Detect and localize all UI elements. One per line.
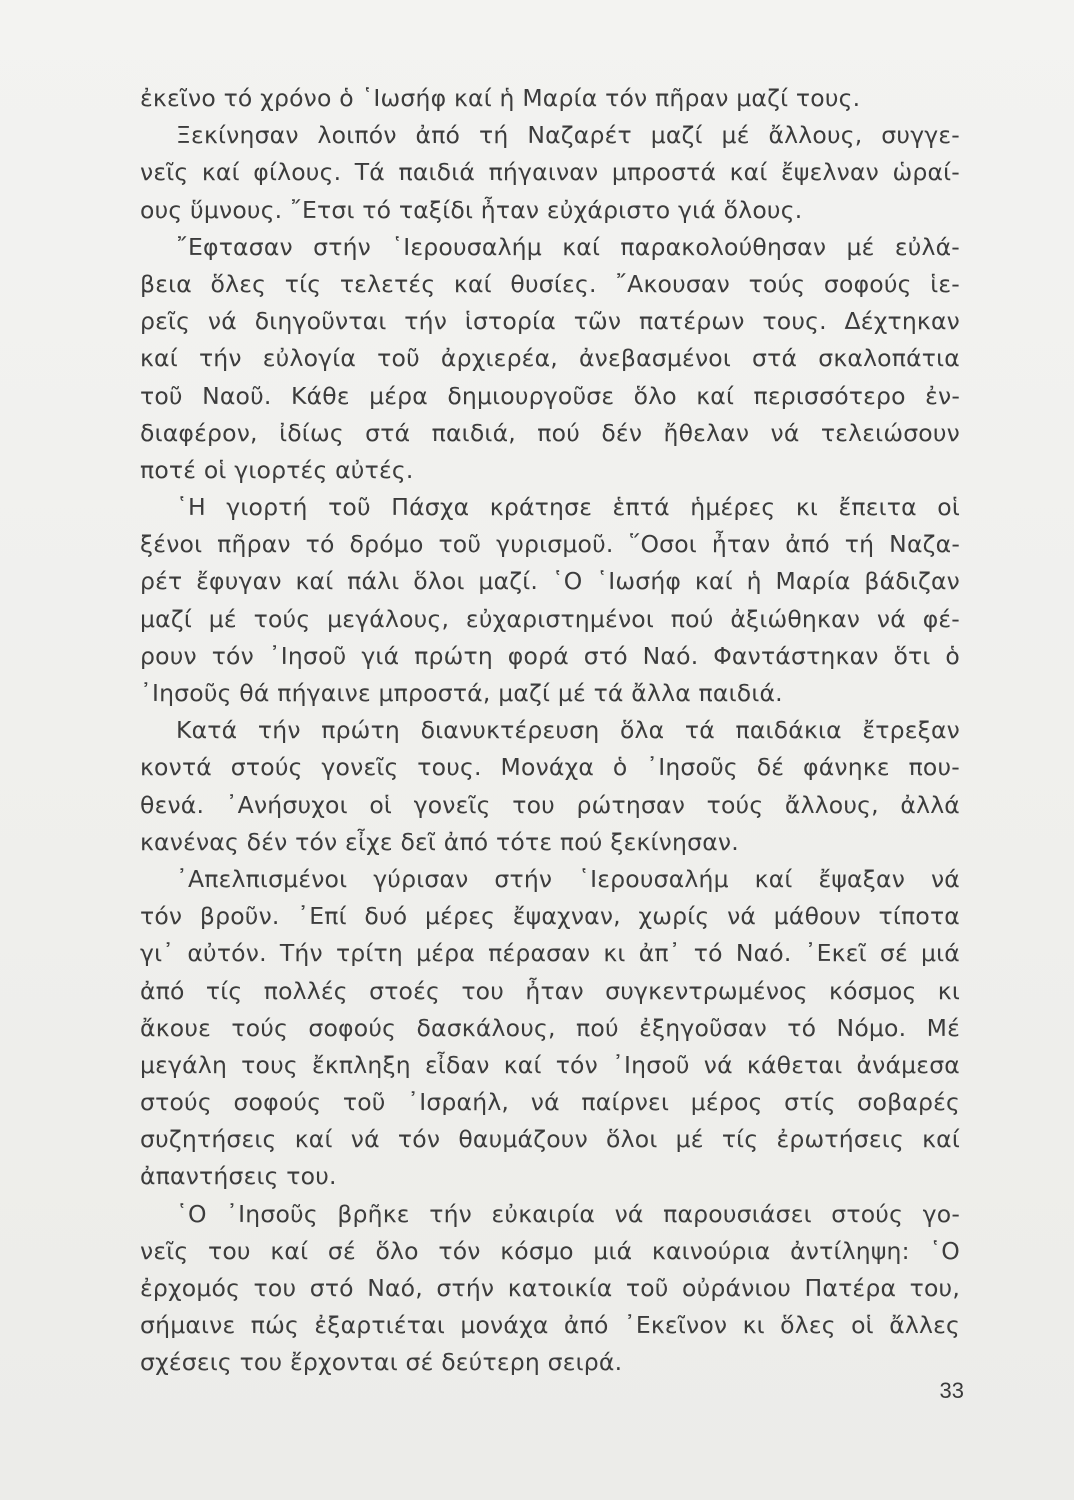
text-line: θενά. ᾽Ανήσυχοι οἱ γονεῖς του ρώτησαν τούς ἄλλους, ἀλλά	[140, 790, 960, 819]
text-line: ποτέ οἱ γιορτές αὐτές.	[140, 455, 414, 484]
text-line: ῾Η γιορτή τοῦ Πάσχα κράτησε ἑπτά ἡμέρες κι ἔπειτα οἱ	[176, 493, 960, 522]
text-line: μεγάλη τους ἔκπληξη εἶδαν καί τόν ᾽Ιησοῦ νά κάθεται ἀνάμεσα	[140, 1050, 960, 1079]
text-line: ρουν τόν ᾽Ιησοῦ γιά πρώτη φορά στό Ναό. Φαντάστηκαν ὅτι ὁ	[140, 641, 960, 670]
text-line: ἄκουε τούς σοφούς δασκάλους, πού ἐξηγοῦσαν τό Νόμο. Μέ	[140, 1013, 960, 1042]
text-line: μαζί μέ τούς μεγάλους, εὐχαριστημένοι πού ἀξιώθηκαν νά φέ-	[140, 604, 960, 633]
text-line: ους ὕμνους. ῎Ετσι τό ταξίδι ἦταν εὐχάριστο γιά ὅλους.	[140, 195, 803, 224]
text-line: ρέτ ἔφυγαν καί πάλι ὅλοι μαζί. ῾Ο ῾Ιωσήφ καί ἡ Μαρία βάδιζαν	[140, 567, 960, 596]
text-line: κοντά στούς γονεῖς τους. Μονάχα ὁ ᾽Ιησοῦς δέ φάνηκε που-	[140, 753, 960, 782]
text-line: ἀπό τίς πολλές στοές του ἦταν συγκεντρωμένος κόσμος κι	[140, 976, 960, 1005]
text-line: νεῖς του καί σέ ὅλο τόν κόσμο μιά καινούρια ἀντίληψη: ῾Ο	[140, 1236, 960, 1265]
text-line: τοῦ Ναοῦ. Κάθε μέρα δημιουργοῦσε ὅλο καί περισσότερο ἐν-	[140, 381, 960, 410]
text-line: σχέσεις του ἔρχονται σέ δεύτερη σειρά.	[140, 1348, 623, 1377]
text-line: ἐρχομός του στό Ναό, στήν κατοικία τοῦ οὐράνιου Πατέρα του,	[140, 1274, 960, 1302]
text-line: ξένοι πῆραν τό δρόμο τοῦ γυρισμοῦ. ῞Οσοι ἦταν ἀπό τή Ναζα-	[140, 530, 960, 559]
text-line: καί τήν εὐλογία τοῦ ἀρχιερέα, ἀνεβασμένοι στά σκαλοπάτια	[140, 344, 960, 373]
text-line: τόν βροῦν. ᾽Επί δυό μέρες ἔψαχναν, χωρίς νά μάθουν τίποτα	[140, 902, 960, 931]
text-line: στούς σοφούς τοῦ ᾽Ισραήλ, νά παίρνει μέρος στίς σοβαρές	[140, 1088, 960, 1117]
text-line: ρεῖς νά διηγοῦνται τήν ἱστορία τῶν πατέρων τους. Δέχτηκαν	[140, 307, 960, 336]
text-line: ῾Ο ᾽Ιησοῦς βρῆκε τήν εὐκαιρία νά παρουσιάσει στούς γο-	[176, 1199, 960, 1228]
text-line: ῎Εφτασαν στήν ῾Ιερουσαλήμ καί παρακολούθησαν μέ εὐλά-	[176, 232, 960, 261]
text-line: ἐκεῖνο τό χρόνο ὁ ῾Ιωσήφ καί ἡ Μαρία τόν πῆραν μαζί τους.	[140, 84, 861, 112]
text-line: νεῖς καί φίλους. Τά παιδιά πήγαιναν μπροστά καί ἔψελναν ὡραί-	[140, 158, 960, 187]
page-number: 33	[939, 1378, 964, 1403]
text-line: διαφέρον, ἰδίως στά παιδιά, πού δέν ἤθελαν νά τελειώσουν	[140, 418, 960, 447]
text-line: σήμαινε πώς ἐξαρτιέται μονάχα ἀπό ᾽Εκεῖνον κι ὅλες οἱ ἄλλες	[140, 1311, 960, 1340]
body-text	[140, 80, 960, 1382]
text-line: συζητήσεις καί νά τόν θαυμάζουν ὅλοι μέ τίς ἐρωτήσεις καί	[140, 1125, 960, 1154]
text-line: βεια ὅλες τίς τελετές καί θυσίες. ῎Ακουσαν τούς σοφούς ἱε-	[140, 269, 960, 298]
text-line: ᾽Απελπισμένοι γύρισαν στήν ῾Ιερουσαλήμ καί ἔψαξαν νά	[176, 864, 960, 893]
text-line: γι᾽ αὐτόν. Τήν τρίτη μέρα πέρασαν κι ἀπ᾽ τό Ναό. ᾽Εκεῖ σέ μιά	[140, 939, 960, 968]
text-line: ᾽Ιησοῦς θά πήγαινε μπροστά, μαζί μέ τά ἄλλα παιδιά.	[140, 679, 783, 707]
text-line: Κατά τήν πρώτη διανυκτέρευση ὅλα τά παιδάκια ἔτρεξαν	[176, 716, 960, 745]
text-line: κανένας δέν τόν εἶχε δεῖ ἀπό τότε πού ξεκίνησαν.	[140, 827, 739, 856]
text-line: Ξεκίνησαν λοιπόν ἀπό τή Ναζαρέτ μαζί μέ ἄλλους, συγγε-	[176, 121, 960, 150]
text-line: ἀπαντήσεις του.	[140, 1162, 337, 1191]
